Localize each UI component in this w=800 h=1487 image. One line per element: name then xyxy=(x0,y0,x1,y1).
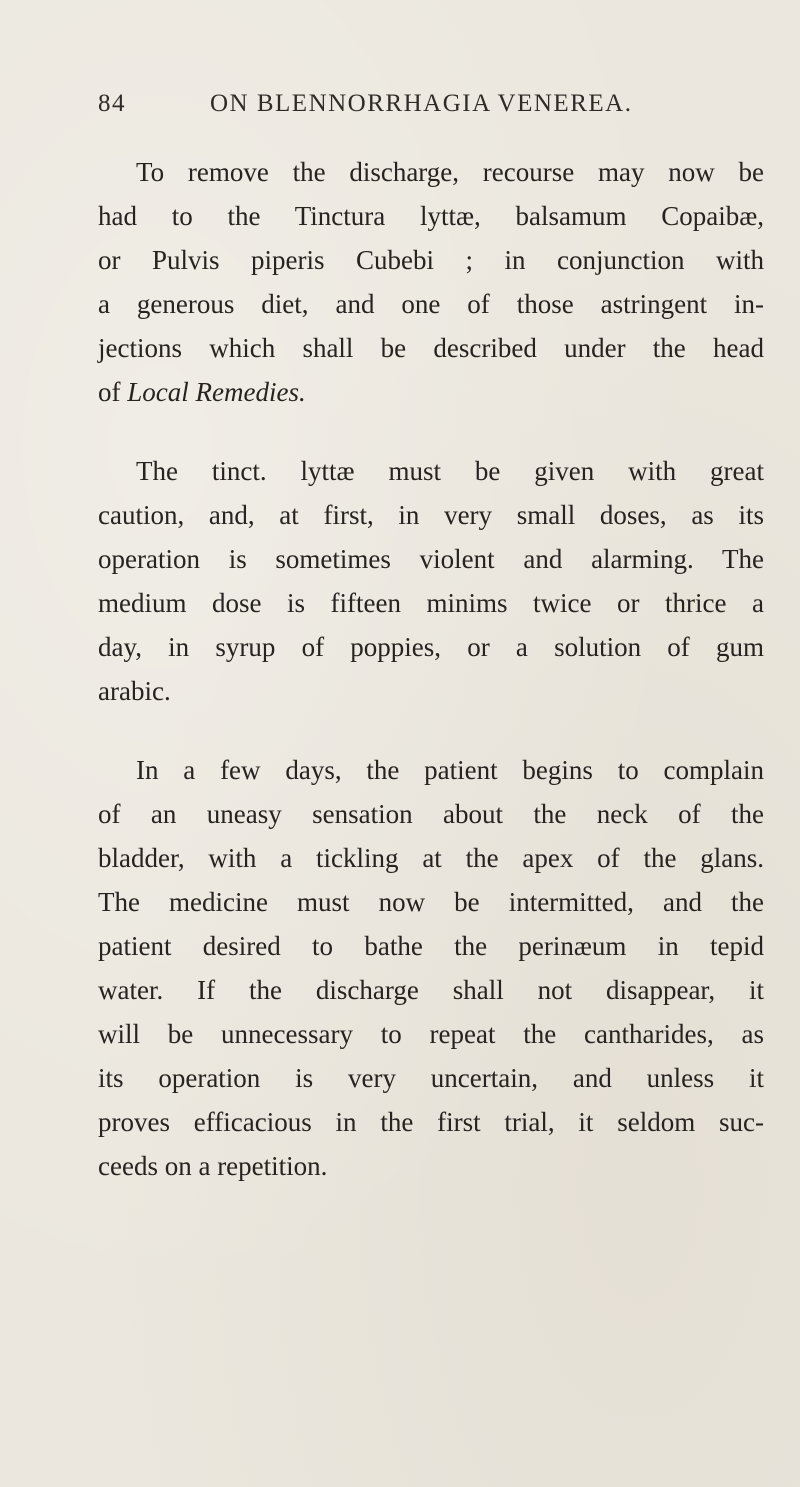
paragraph-3 xyxy=(98,748,764,1188)
text-line: its operation is very uncertain, and unless it xyxy=(98,1063,764,1093)
text-line: will be unnecessary to repeat the cantharides, as xyxy=(98,1019,764,1049)
text-line: had to the Tinctura lyttæ, balsamum Copaibæ, xyxy=(98,201,764,231)
text-line: The medicine must now be intermitted, and the xyxy=(98,887,764,917)
text-line: a generous diet, and one of those astringent in- xyxy=(98,289,764,319)
text-fragment: of xyxy=(98,377,128,407)
text-line: arabic. xyxy=(98,676,171,706)
text-line: ceeds on a repetition. xyxy=(98,1151,328,1181)
text-line: medium dose is fifteen minims twice or thrice a xyxy=(98,588,764,618)
text-line: caution, and, at first, in very small doses, as its xyxy=(98,500,764,530)
running-title: ON BLENNORRHAGIA VENEREA. xyxy=(210,90,633,117)
text-line: patient desired to bathe the perinæum in tepid xyxy=(98,931,764,961)
text-line: water. If the discharge shall not disappear, it xyxy=(98,975,764,1005)
text-line: To remove the discharge, recourse may now be xyxy=(136,157,764,187)
paragraph-2 xyxy=(98,449,764,713)
italic-heading-reference: Local Remedies. xyxy=(127,377,306,407)
text-line: The tinct. lyttæ must be given with great xyxy=(136,456,764,486)
text-line: In a few days, the patient begins to complain xyxy=(136,755,764,785)
text-line: of an uneasy sensation about the neck of the xyxy=(98,799,764,829)
text-line: proves efficacious in the first trial, it seldom suc- xyxy=(98,1107,764,1137)
running-head xyxy=(98,90,788,126)
text-line: bladder, with a tickling at the apex of the glans. xyxy=(98,843,764,873)
text-line: jections which shall be described under the head xyxy=(98,333,764,363)
text-line: or Pulvis piperis Cubebi ; in conjunction with xyxy=(98,245,764,275)
body-text xyxy=(98,150,764,1223)
text-line xyxy=(98,370,764,414)
page-number: 84 xyxy=(98,90,126,117)
text-line: operation is sometimes violent and alarming. The xyxy=(98,544,764,574)
paragraph-1 xyxy=(98,150,764,414)
text-line: day, in syrup of poppies, or a solution of gum xyxy=(98,632,764,662)
